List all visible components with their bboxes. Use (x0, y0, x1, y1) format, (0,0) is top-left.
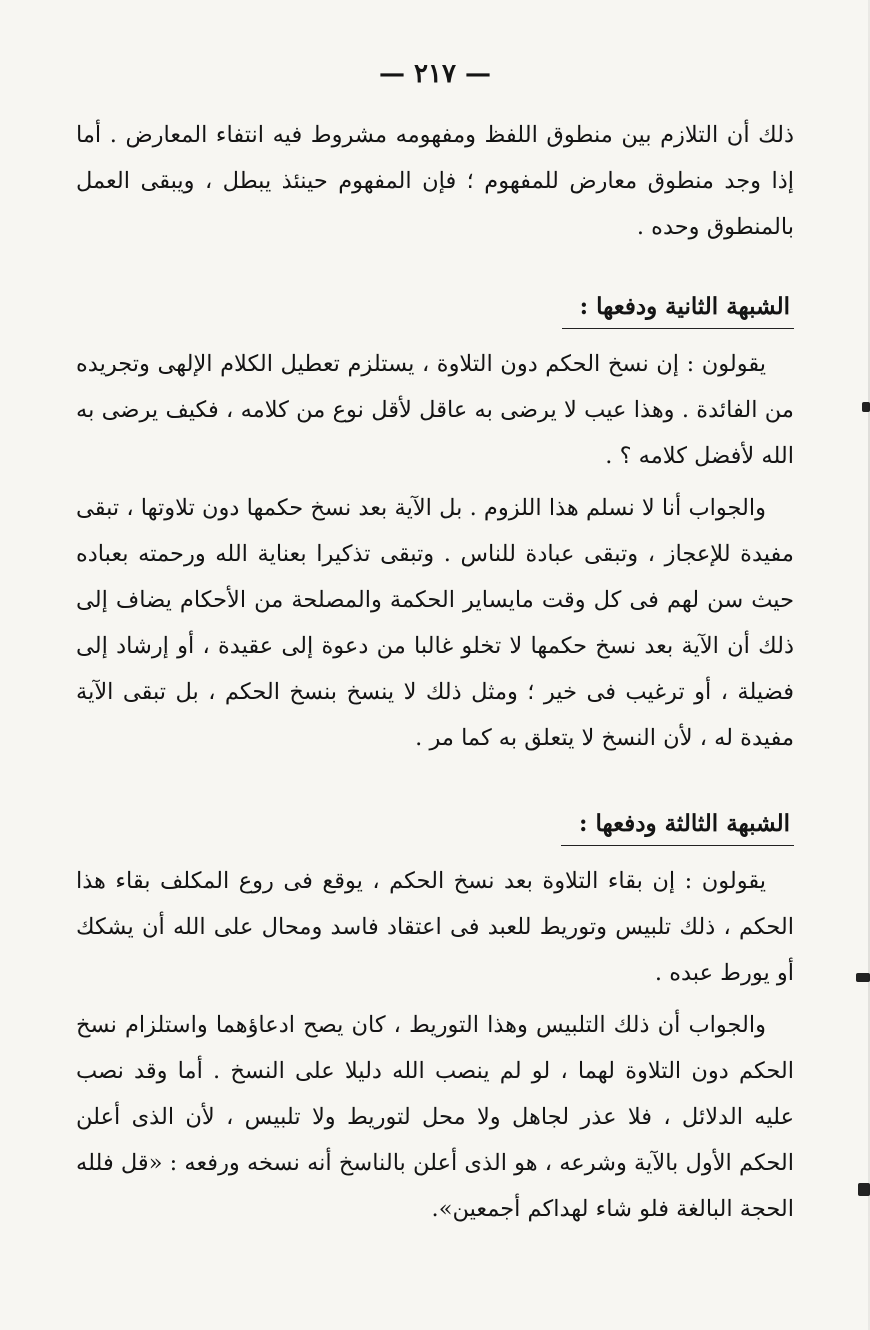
section-3-answer: والجواب أن ذلك التلبيس وهذا التوريط ، كان يصح ادعاؤهما واستلزام نسخ الحكم دون التلاوة لهما ، لو لم ينصب الله دليلا على النسخ . أما وقد نصب عليه الدلائل ، فلا عذر لجاهل ولا محل لتوريط ولا تلبيس ، لأن الذى أعلن الحكم الأول بالآية وشرعه ، هو الذى أعلن بالناسخ أنه نسخه ورفعه : «قل فلله الحجة البالغة فلو شاء لهداكم أجمعين». (76, 1012, 794, 1222)
section-3-claim: يقولون : إن بقاء التلاوة بعد نسخ الحكم ، يوقع فى روع المكلف بقاء هذا الحكم ، ذلك تلبيس وتوريط للعبد فى اعتقاد فاسد ومحال على الله أن يشكك أو يورط عبده . (76, 868, 794, 986)
section-3-heading-wrap (76, 789, 794, 858)
section-2-answer: والجواب أنا لا نسلم هذا اللزوم . بل الآية بعد نسخ حكمها دون تلاوتها ، تبقى مفيدة للإعجاز ، وتبقى عبادة للناس . وتبقى تذكيرا بعناية الله ورحمته بعباده حيث سن لهم فى كل وقت مايساير الحكمة والمصلحة من الأحكام يضاف إلى ذلك أن الآية بعد نسخ حكمها لا تخلو غالبا من دعوة إلى عقيدة ، أو إرشاد إلى فضيلة ، أو ترغيب فى خير ؛ ومثل ذلك لا ينسخ بنسخ الحكم ، بل تبقى الآية مفيدة له ، لأن النسخ لا يتعلق به كما مر . (76, 495, 794, 751)
section-2-heading: الشبهة الثانية ودفعها : (562, 290, 794, 329)
section-2-claim: يقولون : إن نسخ الحكم دون التلاوة ، يستلزم تعطيل الكلام الإلهى وتجريده من الفائدة . وهذا عيب لا يرضى به عاقل لأقل نوع من كلامه ، فكيف يرضى به الله لأفضل كلامه ؟ . (76, 351, 794, 469)
intro-paragraph: ذلك أن التلازم بين منطوق اللفظ ومفهومه مشروط فيه انتفاء المعارض . أما إذا وجد منطوق معارض للمفهوم ؛ فإن المفهوم حينئذ يبطل ، ويبقى العمل بالمنطوق وحده . (76, 122, 794, 240)
section-3-heading: الشبهة الثالثة ودفعها : (561, 807, 794, 846)
section-2-heading-wrap (76, 272, 794, 341)
page-number: — ٢١٧ — (378, 59, 492, 89)
section-gap (76, 761, 794, 789)
